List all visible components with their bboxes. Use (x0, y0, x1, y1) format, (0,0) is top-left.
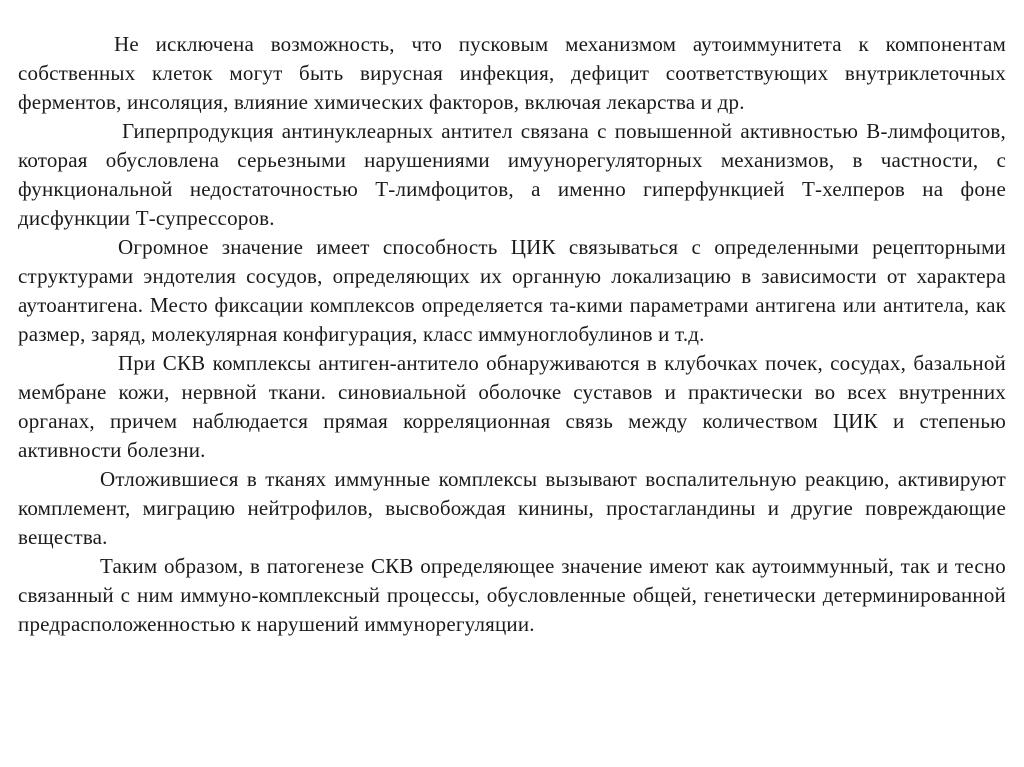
paragraph-autoimmunity-triggers: Не исключена возможность, что пусковым механизмом аутоиммунитета к компонентам собственных клеток могут быть вирусная инфекция, дефицит соответствующих внутриклеточных ферментов, инсоляция, влияние химических факторов, включая лекарства и др. (18, 32, 1006, 114)
paragraph-cic-binding: Огромное значение имеет способность ЦИК связываться с определенными рецепторными структурами эндотелия сосудов, определяющих их органную локализацию в зависимости от характера аутоантигена. Место фиксации комплексов определяется та-кими параметрами антигена или антитела, как размер, заряд, молекулярная конфигурация, класс иммуноглобулинов и т.д. (18, 235, 1006, 346)
paragraph-conclusion: Таким образом, в патогенезе СКВ определяющее значение имеют как аутоиммунный, так и тесно связанный с ним иммуно-комплексный процессы, обусловленные общей, генетически детерминированной предрасположенностью к нарушений иммунорегуляции. (18, 554, 1006, 636)
paragraph-antinuclear-antibodies: Гиперпродукция антинуклеарных антител связана с повышенной активностью В-лимфоцитов, которая обусловлена серьезными нарушениями имуунорегуляторных механизмов, в частности, с функциональной недостаточностью Т-лимфоцитов, а именно гиперфункцией Т-хелперов на фоне дисфункции Т-супрессоров. (18, 119, 1006, 230)
body-text (18, 30, 1006, 639)
paragraph-sle-complexes: При СКВ комплексы антиген-антитело обнаруживаются в клубочках почек, сосудах, базальной мембране кожи, нервной ткани. синовиальной оболочке суставов и практически во всех внутренних органах, причем наблюдается прямая корреляционная связь между количеством ЦИК и степенью активности болезни. (18, 351, 1006, 462)
paragraph-immune-complex-inflammation: Отложившиеся в тканях иммунные комплексы вызывают воспалительную реакцию, активируют комплемент, миграцию нейтрофилов, высвобождая кинины, простагландины и другие повреждающие вещества. (18, 467, 1006, 549)
